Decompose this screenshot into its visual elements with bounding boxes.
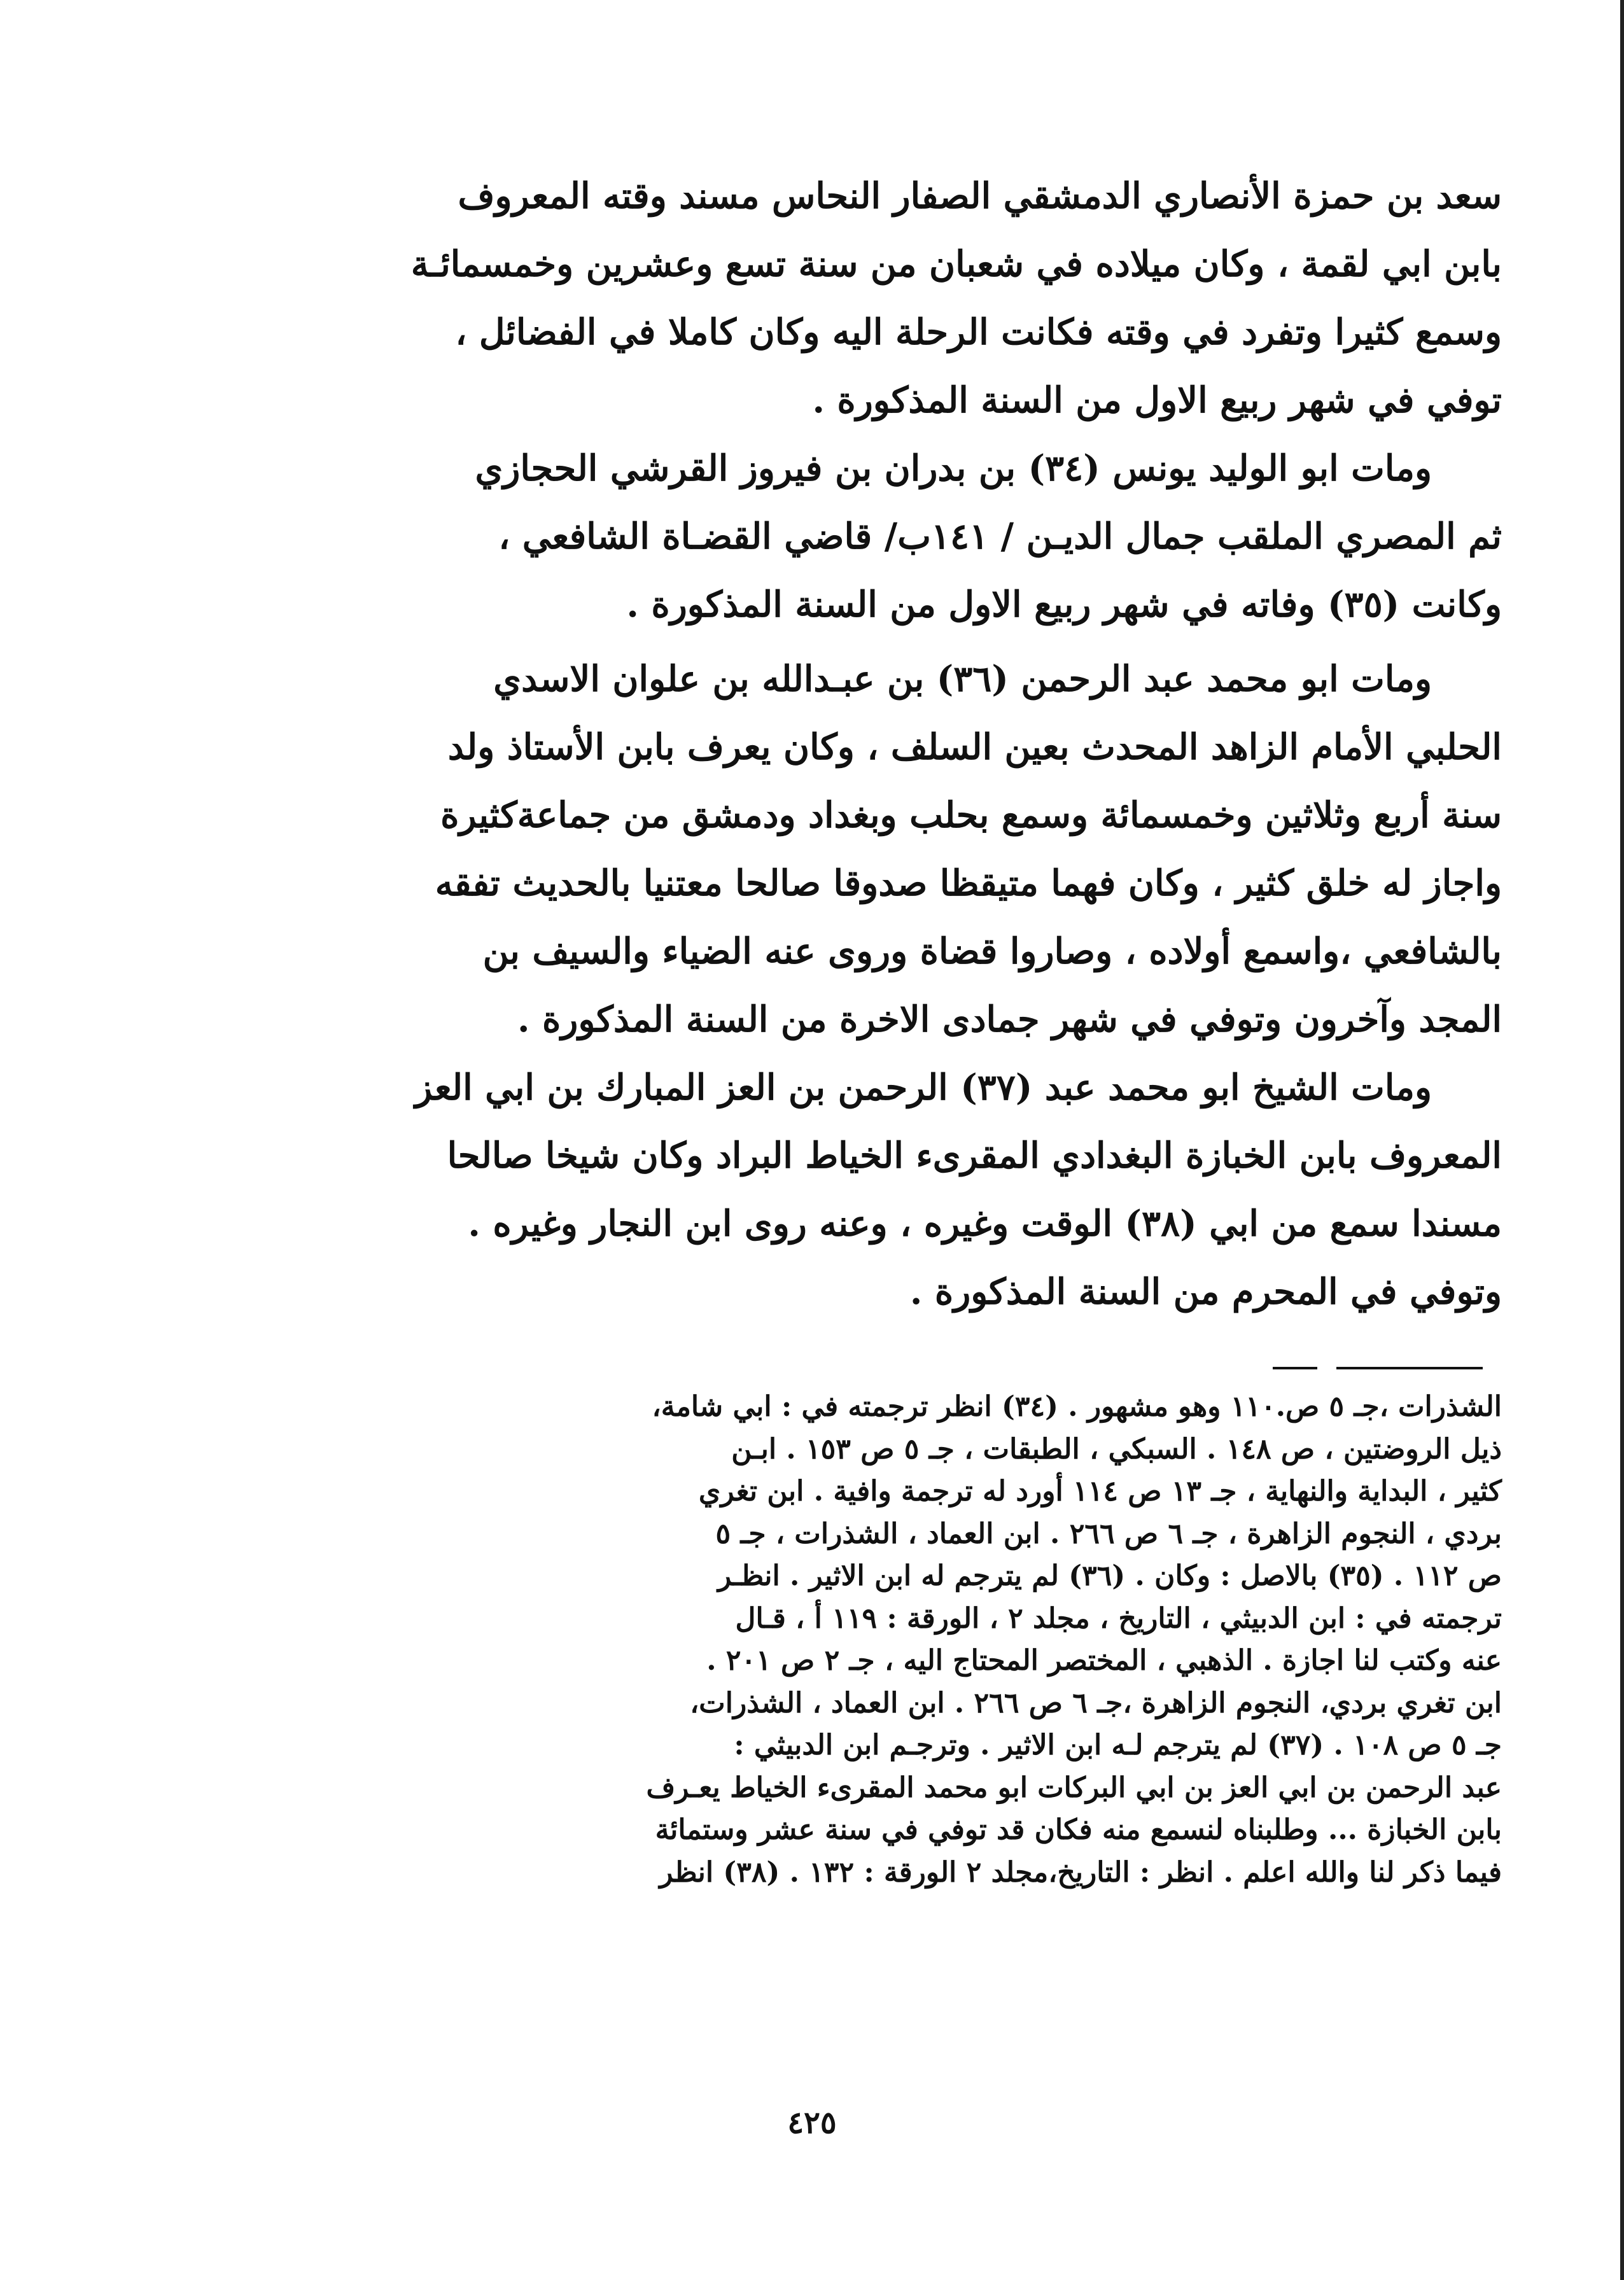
main-text: [331, 162, 1502, 1326]
footnote-line: ابن تغري بردي، النجوم الزاهرة ،جـ ٦ ص ٢٦٦ . ابن العماد ، الشذرات،: [690, 1686, 1502, 1719]
text-line: الحلبي الأمام الزاهد المحدث بعين السلف ، وكان يعرف بابن الأستاذ ولد: [447, 726, 1502, 768]
text-line: ومات ابو الوليد يونس (٣٤) بن بدران بن فيروز القرشي الحجازي: [475, 447, 1432, 489]
text-line: المجد وآخرون وتوفي في شهر جمادى الاخرة من السنة المذكورة .: [517, 998, 1502, 1040]
footnote-line: كثير ، البداية والنهاية ، جـ ١٣ ص ١١٤ أورد له ترجمة وافية . ابن تغري: [698, 1475, 1502, 1507]
paragraph-4: [331, 1054, 1502, 1326]
footnote-line: فيما ذكر لنا والله اعلم . انظر : التاريخ،مجلد ٢ الورقة : ١٣٢ . (٣٨) انظر: [659, 1856, 1502, 1889]
footnote-line: جـ ٥ ص ١٠٨ . (٣٧) لم يترجم لـه ابن الاثير . وترجـم ابن الدبيثي :: [734, 1729, 1502, 1761]
text-line: ثم المصري الملقب جمال الديـن / ١٤١ب/ قاضي القضـاة الشافعي ،: [498, 515, 1502, 557]
footnote-line: الشذرات ،جـ ٥ ص.١١٠ وهو مشهور . (٣٤) انظر ترجمته في : ابي شامة،: [652, 1390, 1502, 1423]
scan-edge-border: [1620, 0, 1624, 2280]
footnote-line: ترجمته في : ابن الدبيثي ، التاريخ ، مجلد ٢ ، الورقة : ١١٩ أ ، قـال: [735, 1602, 1502, 1635]
text-line: وسمع كثيرا وتفرد في وقته فكانت الرحلة اليه وكان كاملا في الفضائل ،: [455, 311, 1502, 353]
text-line: سعد بن حمزة الأنصاري الدمشقي الصفار النحاس مسند وقته المعروف: [458, 175, 1502, 217]
footnote-line: بابن الخبازة ... وطلبناه لنسمع منه فكان قد توفي في سنة عشر وستمائة: [655, 1814, 1502, 1846]
page-number: ٤٢٥: [787, 2105, 837, 2141]
text-line: ومات ابو محمد عبد الرحمن (٣٦) بن عبـدالله بن علوان الاسدي: [493, 658, 1432, 700]
text-line: توفي في شهر ربيع الاول من السنة المذكورة .: [812, 379, 1502, 421]
footnote-line: ص ١١٢ . (٣٥) بالاصل : وكان . (٣٦) لم يترجم له ابن الاثير . انظـر: [717, 1560, 1502, 1592]
footnote-line: بردي ، النجوم الزاهرة ، جـ ٦ ص ٢٦٦ . ابن العماد ، الشذرات ، جـ ٥: [715, 1517, 1502, 1550]
text-line: مسندا سمع من ابي (٣٨) الوقت وغيره ، وعنه روى ابن النجار وغيره .: [468, 1203, 1502, 1245]
footnote-separator-short: [1273, 1367, 1317, 1369]
paragraph-2: [331, 435, 1502, 639]
footnote-line: ذيل الروضتين ، ص ١٤٨ . السبكي ، الطبقات ، جـ ٥ ص ١٥٣ . ابـن: [731, 1432, 1502, 1465]
text-line: المعروف بابن الخبازة البغدادي المقرىء الخياط البراد وكان شيخا صالحا: [447, 1135, 1502, 1177]
paragraph-1: [331, 162, 1502, 435]
footnotes: [331, 1386, 1502, 1894]
text-line: سنة أربع وثلاثين وخمسمائة وسمع بحلب وبغداد ودمشق من جماعةكثيرة: [440, 794, 1502, 836]
footnote-line: عنه وكتب لنا اجازة . الذهبي ، المختصر المحتاج اليه ، جـ ٢ ص ٢٠١ .: [706, 1644, 1502, 1677]
footnote-separator-long: [1336, 1367, 1483, 1369]
paragraph-3: [331, 645, 1502, 1054]
text-line: بابن ابي لقمة ، وكان ميلاده في شعبان من سنة تسع وعشرين وخمسمائـة: [410, 243, 1502, 285]
text-line: ومات الشيخ ابو محمد عبد (٣٧) الرحمن بن العز المبارك بن ابي العز: [415, 1067, 1432, 1109]
text-line: وتوفي في المحرم من السنة المذكورة .: [909, 1271, 1502, 1313]
text-line: واجاز له خلق كثير ، وكان فهما متيقظا صدوقا صالحا معتنيا بالحديث تفقه: [435, 862, 1502, 904]
text-line: بالشافعي ،واسمع أولاده ، وصاروا قضاة وروى عنه الضياء والسيف بن: [482, 930, 1502, 972]
text-line: وكانت (٣٥) وفاته في شهر ربيع الاول من السنة المذكورة .: [626, 584, 1502, 626]
footnote-line: عبد الرحمن بن ابي العز بن ابي البركات ابو محمد المقرىء الخياط يعـرف: [646, 1771, 1502, 1804]
